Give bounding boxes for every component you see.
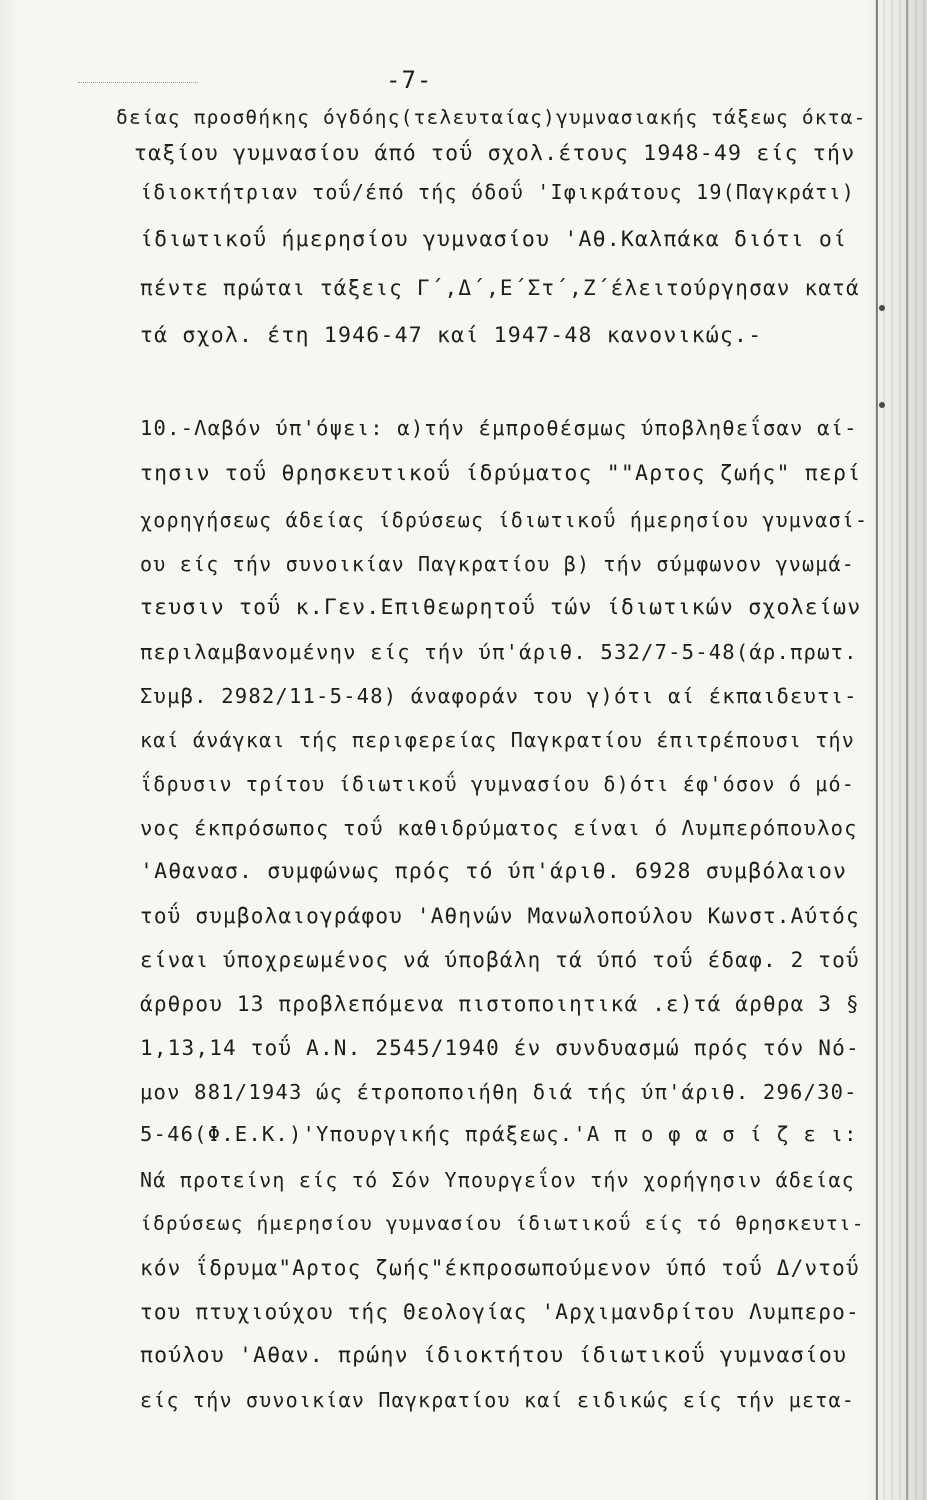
text-line: ίδρύσεως ήμερησίου γυμνασίου ίδιωτικοΰ είς τό θρησκευτι- xyxy=(140,1212,865,1235)
text-line: ίδιωτικοΰ ήμερησίου γυμνασίου 'Αθ.Καλπάκα διότι οί xyxy=(140,227,848,252)
text-line: ίδιοκτήτριαν τοΰ/έπό τής όδοΰ 'Ιφικράτους 19(Παγκράτι) xyxy=(140,180,856,204)
text-line: ΐδρυσιν τρίτου ίδιωτικοΰ γυμνασίου δ)ότι έφ'όσον ό μό- xyxy=(140,772,856,796)
text-line: 1,13,14 τοΰ Α.Ν. 2545/1940 έν συνδυασμώ πρός τόν Νό- xyxy=(140,1036,860,1060)
text-line: είς τήν συνοικίαν Παγκρατίου καί ειδικώς είς τήν μετα- xyxy=(140,1388,856,1412)
scan-mark xyxy=(78,82,198,84)
text-line: τοΰ συμβολαιογράφου 'Αθηνών Μανωλοπούλου Κωνστ.Αύτός xyxy=(140,904,860,928)
text-line: 5-46(Φ.Ε.Κ.)'Υπουργικής πράξεως.'Α π ο φ α σ ί ζ ε ι: xyxy=(140,1122,858,1146)
text-line: πέντε πρώται τάξεις Γ΄,Δ΄,Ε΄Στ΄,Ζ΄έλειτούργησαν κατά xyxy=(140,276,860,300)
text-line: καί άνάγκαι τής περιφερείας Παγκρατίου έπιτρέπουσι τήν xyxy=(140,728,856,752)
text-line: περιλαμβανομένην είς τήν ύπ'άριθ. 532/7-5-48(άρ.πρωτ. xyxy=(140,640,858,664)
text-line: τευσιν τοΰ κ.Γεν.Επιθεωρητοΰ τών ίδιωτικών σχολείων xyxy=(140,595,862,620)
text-line: 'Αθανασ. συμφώνως πρός τό ύπ'άριθ. 6928 συμβόλαιον xyxy=(140,859,848,884)
text-line: νος έκπρόσωπος τοΰ καθιδρύματος είναι ό Λυμπερόπουλος xyxy=(140,816,858,840)
text-line: δείας προσθήκης όγδόης(τελευταίας)γυμνασιακής τάξεως όκτα- xyxy=(116,106,867,129)
text-line: κόν ΐδρυμα"Αρτος ζωής"έκπροσωπούμενον ύπό τοΰ Δ/ντοΰ xyxy=(140,1256,860,1280)
text-line: χορηγήσεως άδείας ίδρύσεως ίδιωτικοΰ ήμερησίου γυμνασί- xyxy=(140,508,869,532)
text-line: πούλου 'Αθαν. πρώην ίδιοκτήτου ίδιωτικοΰ γυμνασίου xyxy=(140,1343,848,1368)
text-line: τησιν τοΰ θρησκευτικοΰ ίδρύματος ""Αρτος ζωής" περί xyxy=(140,461,862,486)
text-line: ου είς τήν συνοικίαν Παγκρατίου β) τήν σύμφωνον γνωμά- xyxy=(140,552,856,576)
text-line: του πτυχιούχου τής Θεολογίας 'Αρχιμανδρίτου Λυμπερο- xyxy=(140,1300,860,1324)
binder-hole xyxy=(879,305,885,311)
text-line: είναι ύποχρεωμένος νά ύποβάλη τά ύπό τοΰ έδαφ. 2 τοΰ xyxy=(140,948,860,972)
page-edge-line xyxy=(906,0,908,1500)
text-line: άρθρου 13 προβλεπόμενα πιστοποιητικά .ε)τά άρθρα 3 § xyxy=(140,992,860,1016)
binder-hole xyxy=(879,402,885,408)
page-edge-line xyxy=(876,0,878,1500)
text-line: ταξίου γυμνασίου άπό τοΰ σχολ.έτους 1948-49 είς τήν xyxy=(134,141,856,166)
text-line: 10.-Λαβόν ύπ'όψει: α)τήν έμπροθέσμως ύποβληθεΐσαν αί- xyxy=(140,416,858,440)
text-line: Νά προτείνη είς τό Σόν Υπουργεΐον τήν χορήγησιν άδείας xyxy=(140,1168,856,1192)
page-number: -7- xyxy=(386,66,433,94)
text-line: τά σχολ. έτη 1946-47 καί 1947-48 κανονικώς.- xyxy=(140,323,763,348)
text-line: μον 881/1943 ώς έτροποποιήθη διά τής ύπ'άριθ. 296/30- xyxy=(140,1080,858,1104)
text-line: Συμβ. 2982/11-5-48) άναφοράν του γ)ότι αί έκπαιδευτι- xyxy=(140,684,858,708)
